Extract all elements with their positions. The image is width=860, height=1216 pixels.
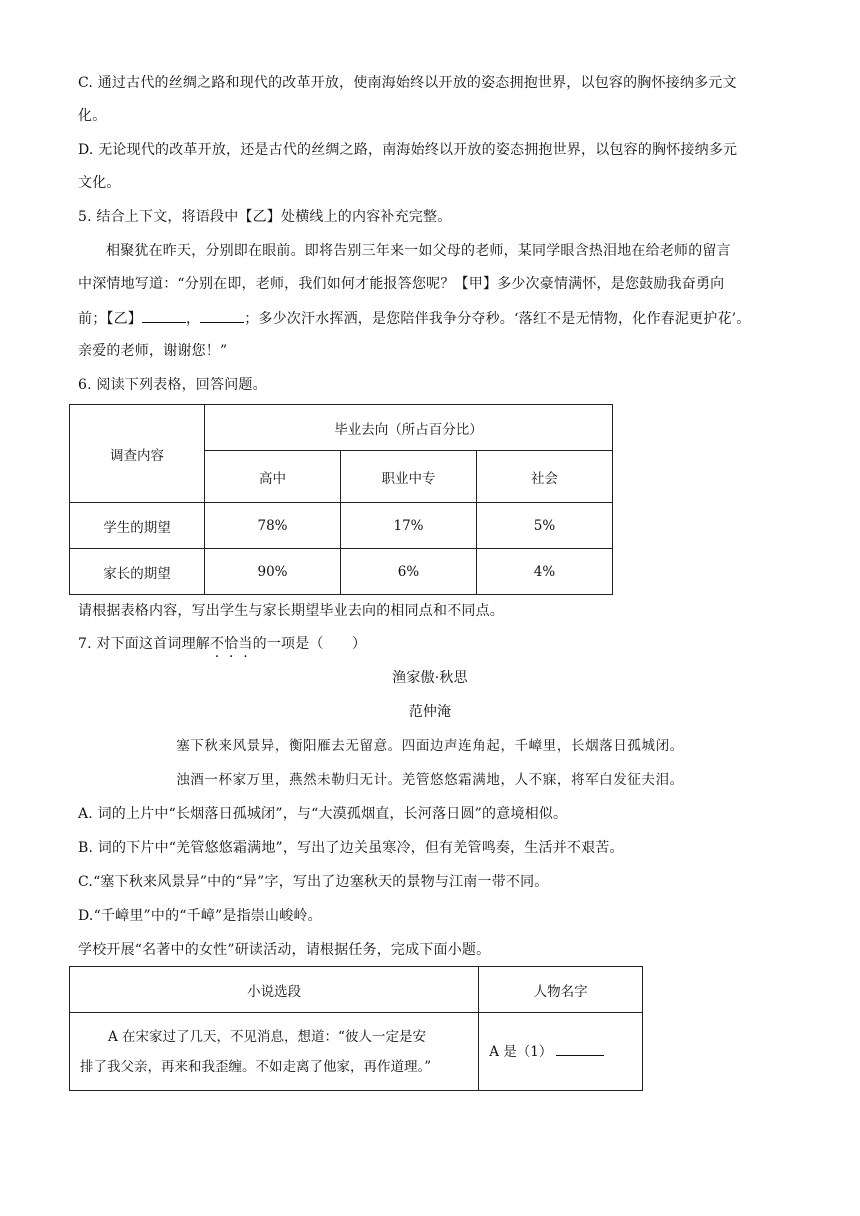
question-5-para-line3 xyxy=(78,308,751,329)
table-cell: 90% xyxy=(205,549,341,595)
task-intro: 学校开展“名著中的女性”研读活动，请根据任务，完成下面小题。 xyxy=(78,942,491,958)
table-row xyxy=(70,503,613,549)
table-cell: 17% xyxy=(341,503,477,549)
answer-blank[interactable] xyxy=(556,1041,604,1056)
excerpt-line-1: A 在宋家过了几天，不见消息，想道：“彼人一定是安 xyxy=(108,1028,426,1045)
row-label: 学生的期望 xyxy=(70,503,205,549)
column-header: 高中 xyxy=(205,451,341,503)
excerpt-cell xyxy=(70,1013,479,1091)
option-d-line1: D. 无论现代的改革开放，还是古代的丝绸之路，南海始终以开放的姿态拥抱世界，以包容的胸怀接纳多元 xyxy=(78,142,738,158)
question-7-option-b: B. 词的下片中“羌管悠悠霜满地”，写出了边关虽寒冷，但有羌管鸣奏，生活并不艰苦。 xyxy=(78,840,624,856)
answer-blank-1[interactable] xyxy=(142,308,186,323)
poem-title: 渔家傲·秋思 xyxy=(392,670,468,686)
poem-line-2: 浊酒一杯家万里，燕然未勒归无计。羌管悠悠霜满地，人不寐，将军白发征夫泪。 xyxy=(176,772,684,788)
question-7-option-d: D.“千嶂里”中的“千嶂”是指崇山峻岭。 xyxy=(78,908,322,924)
table-row xyxy=(70,549,613,595)
option-c-line1: C. 通过古代的丝绸之路和现代的改革开放，使南海始终以开放的姿态拥抱世界，以包容的胸怀接纳多元文 xyxy=(78,75,737,91)
text-segment: 7. 对下面这首词理解 xyxy=(78,636,211,652)
column-header: 小说选段 xyxy=(70,967,479,1013)
text-segment: ， xyxy=(186,311,201,327)
table-cell: 78% xyxy=(205,503,341,549)
table-row xyxy=(70,1013,643,1091)
question-7-option-c: C.“塞下秋来风景异”中的“异”字，写出了边塞秋天的景物与江南一带不同。 xyxy=(78,874,549,890)
answer-cell xyxy=(479,1013,643,1091)
answer-blank-2[interactable] xyxy=(200,308,244,323)
answer-label: A 是（1） xyxy=(489,1043,553,1060)
text-segment: 的一项是（ ） xyxy=(252,636,367,652)
emphasis-char: 恰 xyxy=(224,636,239,652)
row-label: 家长的期望 xyxy=(70,549,205,595)
question-5-title: 5. 结合上下文，将语段中【乙】处横线上的内容补充完整。 xyxy=(78,209,452,225)
question-7-option-a: A. 词的上片中“长烟落日孤城闭”，与“大漠孤烟直，长河落日圆”的意境相似。 xyxy=(78,806,568,822)
table-cell: 4% xyxy=(477,549,613,595)
column-header: 人物名字 xyxy=(479,967,643,1013)
emphasis-char: 不 xyxy=(210,636,225,652)
table-cell: 6% xyxy=(341,549,477,595)
option-c-line2: 化。 xyxy=(78,108,107,124)
question-5-para-line2: 中深情地写道：“分别在即，老师，我们如何才能报答您呢？【甲】多少次豪情满怀，是您鼓励我奋勇向 xyxy=(78,276,725,292)
excerpt-line-2: 排了我父亲，再来和我歪缠。不如走离了他家，再作道理。” xyxy=(80,1058,432,1075)
question-6-prompt: 请根据表格内容，写出学生与家长期望毕业去向的相同点和不同点。 xyxy=(78,603,504,619)
question-5-para-line1: 相聚犹在昨天，分别即在眼前。即将告别三年来一如父母的老师，某同学眼含热泪地在给老师的留言 xyxy=(106,243,731,259)
question-6-title: 6. 阅读下列表格，回答问题。 xyxy=(78,377,267,393)
table-group-header: 毕业去向（所占百分比） xyxy=(205,405,613,451)
option-d-line2: 文化。 xyxy=(78,175,121,191)
emphasis-char: 当 xyxy=(238,636,253,652)
text-segment: ；多少次汗水挥洒，是您陪伴我争分夺秒。‘落红不是无情物，化作春泥更护花’。 xyxy=(244,311,751,327)
novel-table xyxy=(69,966,643,1091)
text-segment: 前；【乙】 xyxy=(78,311,142,327)
question-5-para-line4: 亲爱的老师，谢谢您！” xyxy=(78,343,228,359)
column-header: 职业中专 xyxy=(341,451,477,503)
poem-line-1: 塞下秋来风景异，衡阳雁去无留意。四面边声连角起，千嶂里，长烟落日孤城闭。 xyxy=(176,738,684,754)
poem-author: 范仲淹 xyxy=(408,704,452,720)
table-cell: 5% xyxy=(477,503,613,549)
table-row-header: 调查内容 xyxy=(70,405,205,503)
question-7-title xyxy=(78,634,366,654)
column-header: 社会 xyxy=(477,451,613,503)
survey-table xyxy=(69,404,613,595)
